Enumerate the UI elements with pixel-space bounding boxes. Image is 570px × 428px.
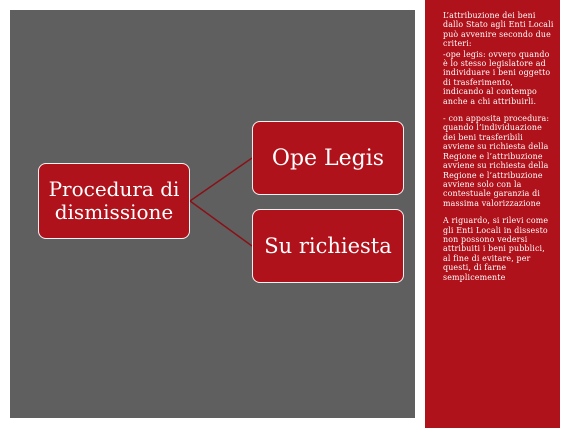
node-root-label: Procedura di dismissione bbox=[48, 177, 180, 224]
node-su-richiesta-label: Su richiesta bbox=[264, 234, 392, 258]
node-ope-legis-label: Ope Legis bbox=[271, 145, 385, 171]
sidebar-paragraph-procedura: - con apposita procedura: quando l’individuazione dei beni trasferibili avviene su richiesta della Regione e l’attribuzione avviene su richiesta della Regione e l’attribuzione avviene solo con la contestuale garanzia di massima valorizzazione bbox=[443, 114, 550, 208]
sidebar-text bbox=[443, 11, 555, 417]
node-su-richiesta bbox=[252, 209, 404, 283]
node-procedura-di-dismissione bbox=[38, 163, 190, 239]
sidebar-paragraph-ope-legis: -ope legis: ovvero quando è lo stesso legislatore ad individuare i beni oggetto di trasferimento, indicando al contempo anche a chi attribuirli. bbox=[443, 49, 551, 106]
sidebar-paragraph-dissesto: A riguardo, si rilevi come gli Enti Locali in dissesto non possono vedersi attribuiti i beni pubblici, al fine di evitare, per questi, di farne semplicemente bbox=[443, 216, 549, 282]
node-ope-legis bbox=[252, 121, 404, 195]
sidebar-paragraph-intro: L’attribuzione dei beni dallo Stato agli Enti Locali può avvenire secondo due criteri: bbox=[443, 11, 554, 49]
